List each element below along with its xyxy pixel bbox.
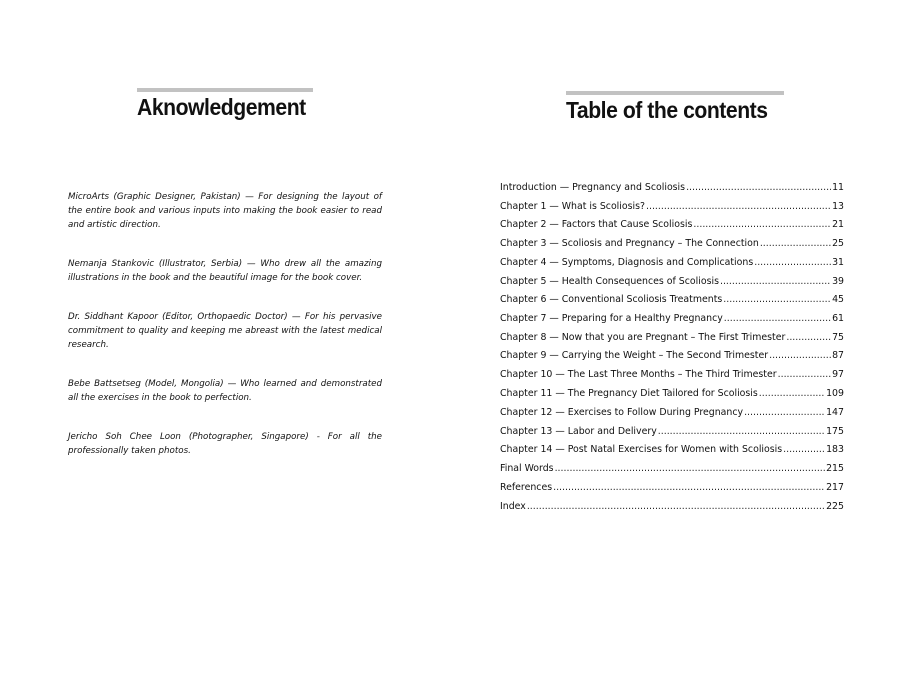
toc-entry-page: 13 bbox=[832, 201, 844, 212]
toc-entry-page: 45 bbox=[832, 294, 844, 305]
toc-entry bbox=[500, 482, 844, 500]
toc-entry bbox=[500, 219, 844, 237]
toc-entry bbox=[500, 444, 844, 462]
toc-leader-dots bbox=[527, 501, 825, 512]
table-of-contents-page bbox=[450, 0, 900, 675]
toc-leader-dots bbox=[658, 426, 825, 437]
toc-entry-title: Chapter 3 — Scoliosis and Pregnancy – The Connection bbox=[500, 238, 759, 249]
toc-entry-title: Index bbox=[500, 501, 526, 512]
toc-entry-page: 217 bbox=[826, 482, 844, 493]
toc-entry-page: 21 bbox=[832, 219, 844, 230]
toc-entry-title: Chapter 12 — Exercises to Follow During Pregnancy bbox=[500, 407, 744, 418]
toc-entry bbox=[500, 388, 844, 406]
acknowledgement-item-illustrator: Nemanja Stankovic (Illustrator, Serbia) — Who drew all the amazing illustrations in the book and the beautiful image for the book cover. bbox=[68, 259, 382, 284]
toc-entry-page: 225 bbox=[826, 501, 844, 512]
toc-leader-dots bbox=[724, 313, 831, 324]
toc-entry-title: Chapter 5 — Health Consequences of Scoliosis bbox=[500, 276, 719, 287]
toc-leader-dots bbox=[553, 482, 825, 493]
acknowledgement-item-photographer: Jericho Soh Chee Loon (Photographer, Singapore) - For all the professionally taken photos. bbox=[68, 432, 382, 457]
toc-heading: Table of the contents bbox=[566, 97, 768, 123]
toc-entry-title: Chapter 4 — Symptoms, Diagnosis and Complications bbox=[500, 257, 754, 268]
toc-entry-title: Chapter 10 — The Last Three Months – The Third Trimester bbox=[500, 369, 777, 380]
toc-entry-page: 87 bbox=[832, 350, 844, 361]
toc-entry-page: 25 bbox=[832, 238, 844, 249]
acknowledgement-item-editor: Dr. Siddhant Kapoor (Editor, Orthopaedic Doctor) — For his pervasive commitment to quality and keeping me abreast with the latest medical research. bbox=[68, 312, 382, 351]
acknowledgement-item-model: Bebe Battsetseg (Model, Mongolia) — Who learned and demonstrated all the exercises in the book to perfection. bbox=[68, 379, 382, 404]
toc-entry-page: 215 bbox=[826, 463, 844, 474]
toc-entry bbox=[500, 313, 844, 331]
toc-entry bbox=[500, 350, 844, 368]
toc-entry bbox=[500, 276, 844, 294]
toc-entry bbox=[500, 369, 844, 387]
toc-entry bbox=[500, 182, 844, 200]
toc-entry-title: Chapter 14 — Post Natal Exercises for Women with Scoliosis bbox=[500, 444, 783, 455]
toc-entry bbox=[500, 426, 844, 444]
toc-entry-page: 97 bbox=[832, 369, 844, 380]
toc-entry-page: 11 bbox=[832, 182, 844, 193]
toc-entry bbox=[500, 407, 844, 425]
acknowledgement-heading-block bbox=[137, 88, 313, 121]
toc-leader-dots bbox=[555, 463, 826, 474]
toc-entry bbox=[500, 238, 844, 256]
toc-leader-dots bbox=[769, 350, 831, 361]
toc-entry-title: Chapter 8 — Now that you are Pregnant – The First Trimester bbox=[500, 332, 786, 343]
toc-leader-dots bbox=[754, 257, 831, 268]
toc-entry-title: Chapter 7 — Preparing for a Healthy Pregnancy bbox=[500, 313, 723, 324]
toc-entry-title: Final Words bbox=[500, 463, 554, 474]
toc-entry-page: 147 bbox=[826, 407, 844, 418]
toc-entry-title: Chapter 9 — Carrying the Weight – The Second Trimester bbox=[500, 350, 769, 361]
toc-entry-page: 61 bbox=[832, 313, 844, 324]
toc-leader-dots bbox=[760, 238, 831, 249]
toc-leader-dots bbox=[786, 332, 831, 343]
toc-entry-page: 31 bbox=[832, 257, 844, 268]
toc-entry-title: Chapter 11 — The Pregnancy Diet Tailored for Scoliosis bbox=[500, 388, 758, 399]
toc-heading-block bbox=[566, 91, 784, 124]
toc-leader-dots bbox=[720, 276, 831, 287]
toc-leader-dots bbox=[693, 219, 831, 230]
toc-entry-page: 183 bbox=[826, 444, 844, 455]
toc-leader-dots bbox=[686, 182, 831, 193]
toc-entry bbox=[500, 294, 844, 312]
toc-entry-page: 75 bbox=[832, 332, 844, 343]
toc-entry-page: 175 bbox=[826, 426, 844, 437]
toc-entry-title: Chapter 6 — Conventional Scoliosis Treatments bbox=[500, 294, 723, 305]
toc-entry bbox=[500, 257, 844, 275]
toc-leader-dots bbox=[759, 388, 825, 399]
toc-leader-dots bbox=[744, 407, 825, 418]
toc-entry bbox=[500, 501, 844, 519]
toc-entry-title: Chapter 2 — Factors that Cause Scoliosis bbox=[500, 219, 693, 230]
acknowledgement-heading: Aknowledgement bbox=[137, 94, 306, 120]
toc-leader-dots bbox=[723, 294, 831, 305]
heading-rule bbox=[566, 91, 784, 95]
toc-entry-page: 39 bbox=[832, 276, 844, 287]
toc-entry-title: Chapter 1 — What is Scoliosis? bbox=[500, 201, 645, 212]
acknowledgement-item-microarts: MicroArts (Graphic Designer, Pakistan) — For designing the layout of the entire book and various inputs into making the book easier to read and artistic direction. bbox=[68, 192, 382, 231]
toc-leader-dots bbox=[778, 369, 831, 380]
toc-leader-dots bbox=[783, 444, 825, 455]
toc-leader-dots bbox=[646, 201, 831, 212]
heading-rule bbox=[137, 88, 313, 92]
toc-entry bbox=[500, 201, 844, 219]
toc-entry-title: Chapter 13 — Labor and Delivery bbox=[500, 426, 657, 437]
toc-entry bbox=[500, 332, 844, 350]
toc-entry-title: Introduction — Pregnancy and Scoliosis bbox=[500, 182, 686, 193]
toc-entry-page: 109 bbox=[826, 388, 844, 399]
toc-entry-title: References bbox=[500, 482, 553, 493]
toc-entry bbox=[500, 463, 844, 481]
